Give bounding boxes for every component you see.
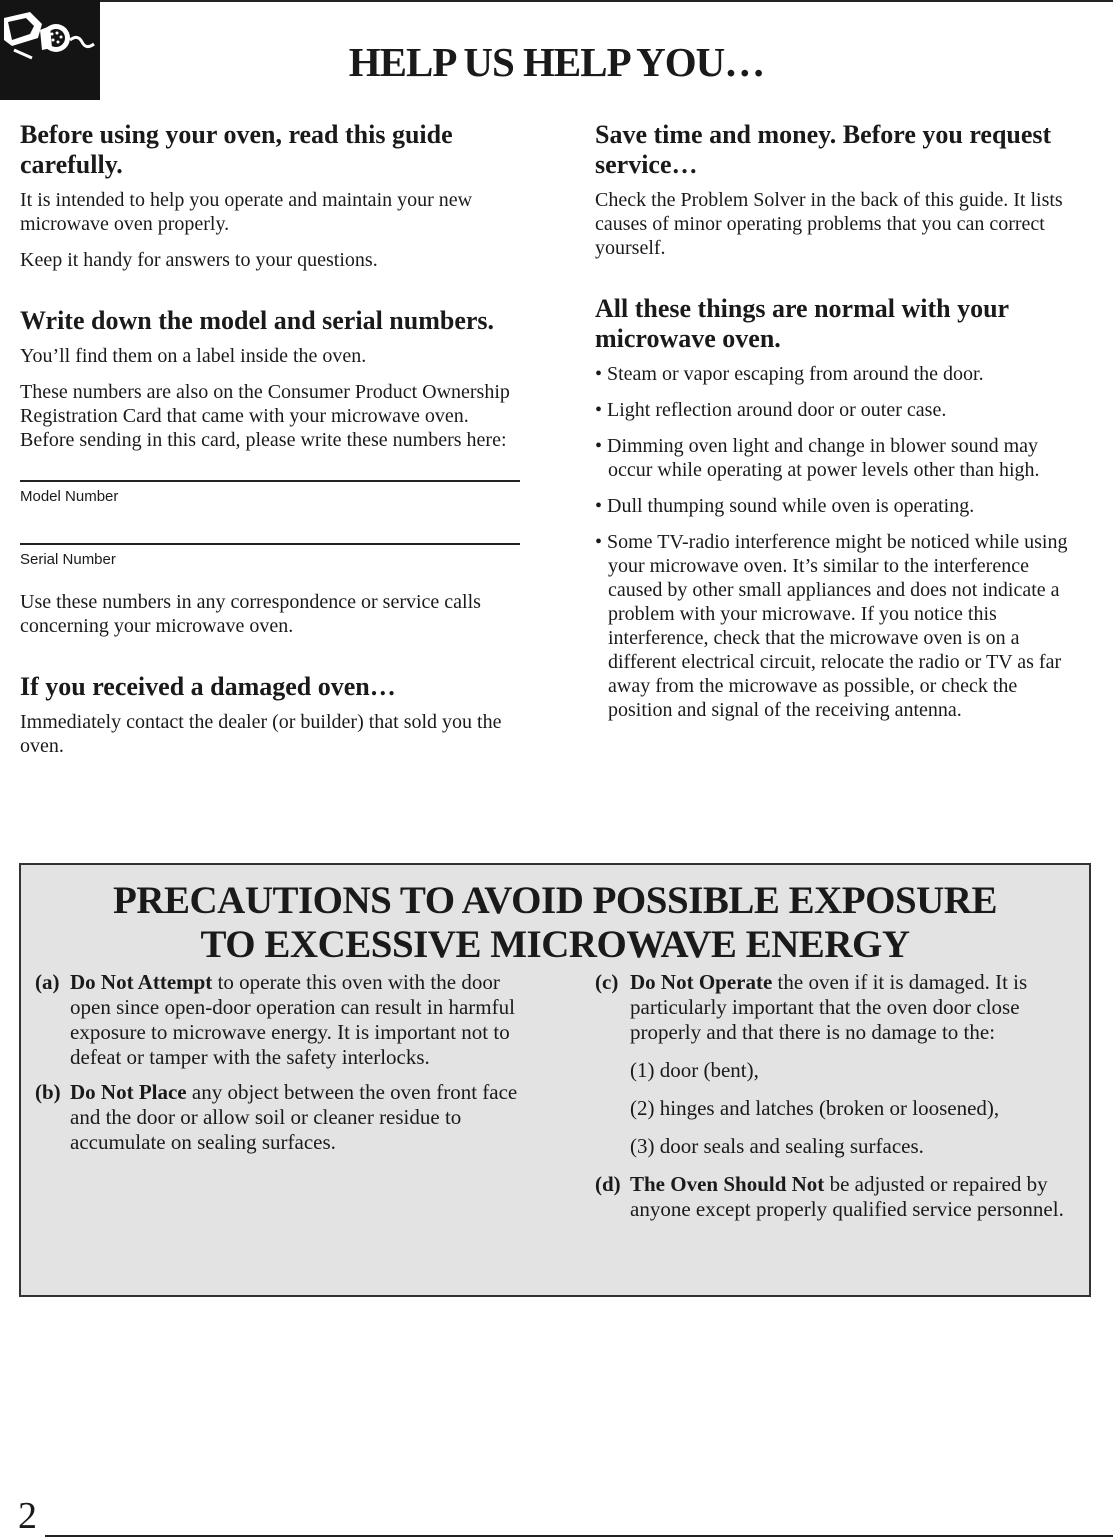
precautions-title xyxy=(21,879,1089,967)
precaution-lead-c: Do Not Operate xyxy=(630,970,773,994)
precaution-text-c: the oven if it is damaged. It is particularly important that the oven door close properly and that there is no damage to the: xyxy=(630,970,1028,1044)
page-number: 2 xyxy=(18,1495,37,1537)
save-time-paragraph: Check the Problem Solver in the back of this guide. It lists causes of minor operating problems that you can correct yourself. xyxy=(595,189,1063,259)
write-numbers-paragraph-1: You’ll find them on a label inside the oven. xyxy=(20,345,367,367)
bottom-rule xyxy=(45,1535,1113,1537)
list-item: • Some TV-radio interference might be noticed while using your microwave oven. It’s similar to the interference caused by other small appliances and does not indicate a problem with your microwave. If you notice this interference, check that the microwave oven is on a different electrical circuit, relocate the radio or TV as far away from the microwave as possible, or check the position and signal of the receiving antenna. xyxy=(595,531,1068,721)
precaution-marker-c: (c) xyxy=(595,970,619,994)
precaution-lead-d: The Oven Should Not xyxy=(630,1172,825,1196)
list-item: • Dull thumping sound while oven is operating. xyxy=(595,495,975,517)
precaution-c-sub-2: (2) hinges and latches (broken or loosened), xyxy=(630,1096,1000,1120)
damaged-oven-paragraph: Immediately contact the dealer (or builder) that sold you the oven. xyxy=(20,711,502,757)
left-column xyxy=(20,120,520,770)
precautions-right-column xyxy=(595,970,1081,1232)
before-use-paragraph-1: It is intended to help you operate and maintain your new microwave oven properly. xyxy=(20,189,473,235)
precaution-marker-d: (d) xyxy=(595,1172,621,1196)
precaution-c-sub-3: (3) door seals and sealing surfaces. xyxy=(630,1134,924,1158)
precaution-lead-b: Do Not Place xyxy=(70,1080,187,1104)
precaution-marker-b: (b) xyxy=(35,1080,61,1104)
before-use-heading: Before using your oven, read this guide carefully. xyxy=(20,120,453,179)
precautions-title-line-2: TO EXCESSIVE MICROWAVE ENERGY xyxy=(200,923,910,966)
serial-number-line[interactable] xyxy=(20,527,520,545)
serial-number-label: Serial Number xyxy=(20,551,116,568)
write-numbers-paragraph-2: These numbers are also on the Consumer Product Ownership Registration Card that came with your microwave oven. Before sending in this card, please write these numbers here: xyxy=(20,381,510,451)
precaution-item-c xyxy=(595,970,1081,1045)
normal-things-heading: All these things are normal with your microwave oven. xyxy=(595,294,1009,353)
precaution-c-sub-1: (1) door (bent), xyxy=(630,1058,759,1082)
right-column xyxy=(595,120,1085,734)
precaution-text-a: to operate this oven with the door open since open-door operation can result in harmful exposure to microwave energy. It is important not to defeat or tamper with the safety interlocks. xyxy=(70,970,515,1069)
page-title: HELP US HELP YOU… xyxy=(348,39,765,85)
precaution-marker-a: (a) xyxy=(35,970,60,994)
model-number-label: Model Number xyxy=(20,488,119,505)
save-time-heading: Save time and money. Before you request service… xyxy=(595,120,1052,179)
precautions-left-column xyxy=(35,970,523,1165)
precautions-title-line-1: PRECAUTIONS TO AVOID POSSIBLE EXPOSURE xyxy=(113,879,997,922)
use-numbers-paragraph: Use these numbers in any correspondence or service calls concerning your microwave oven. xyxy=(20,591,481,637)
normal-things-list xyxy=(595,362,1085,722)
list-item: • Dimming oven light and change in blower sound may occur while operating at power levels other than high. xyxy=(595,435,1040,481)
precautions-box xyxy=(19,863,1091,1297)
list-item: • Steam or vapor escaping from around the door. xyxy=(595,363,984,385)
precaution-item-b xyxy=(35,1080,523,1155)
precaution-item-a xyxy=(35,970,523,1070)
damaged-oven-heading: If you received a damaged oven… xyxy=(20,672,396,701)
precaution-text-b: any object between the oven front face and the door or allow soil or cleaner residue to accumulate on sealing surfaces. xyxy=(70,1080,518,1154)
precaution-lead-a: Do Not Attempt xyxy=(70,970,213,994)
before-use-paragraph-2: Keep it handy for answers to your questions. xyxy=(20,249,378,271)
list-item: • Light reflection around door or outer case. xyxy=(595,399,947,421)
precaution-item-d xyxy=(595,1172,1081,1222)
top-rule xyxy=(100,0,1113,2)
precaution-text-d: be adjusted or repaired by anyone except properly qualified service personnel. xyxy=(630,1172,1064,1221)
model-number-line[interactable] xyxy=(20,464,520,482)
write-numbers-heading: Write down the model and serial numbers. xyxy=(20,306,495,335)
